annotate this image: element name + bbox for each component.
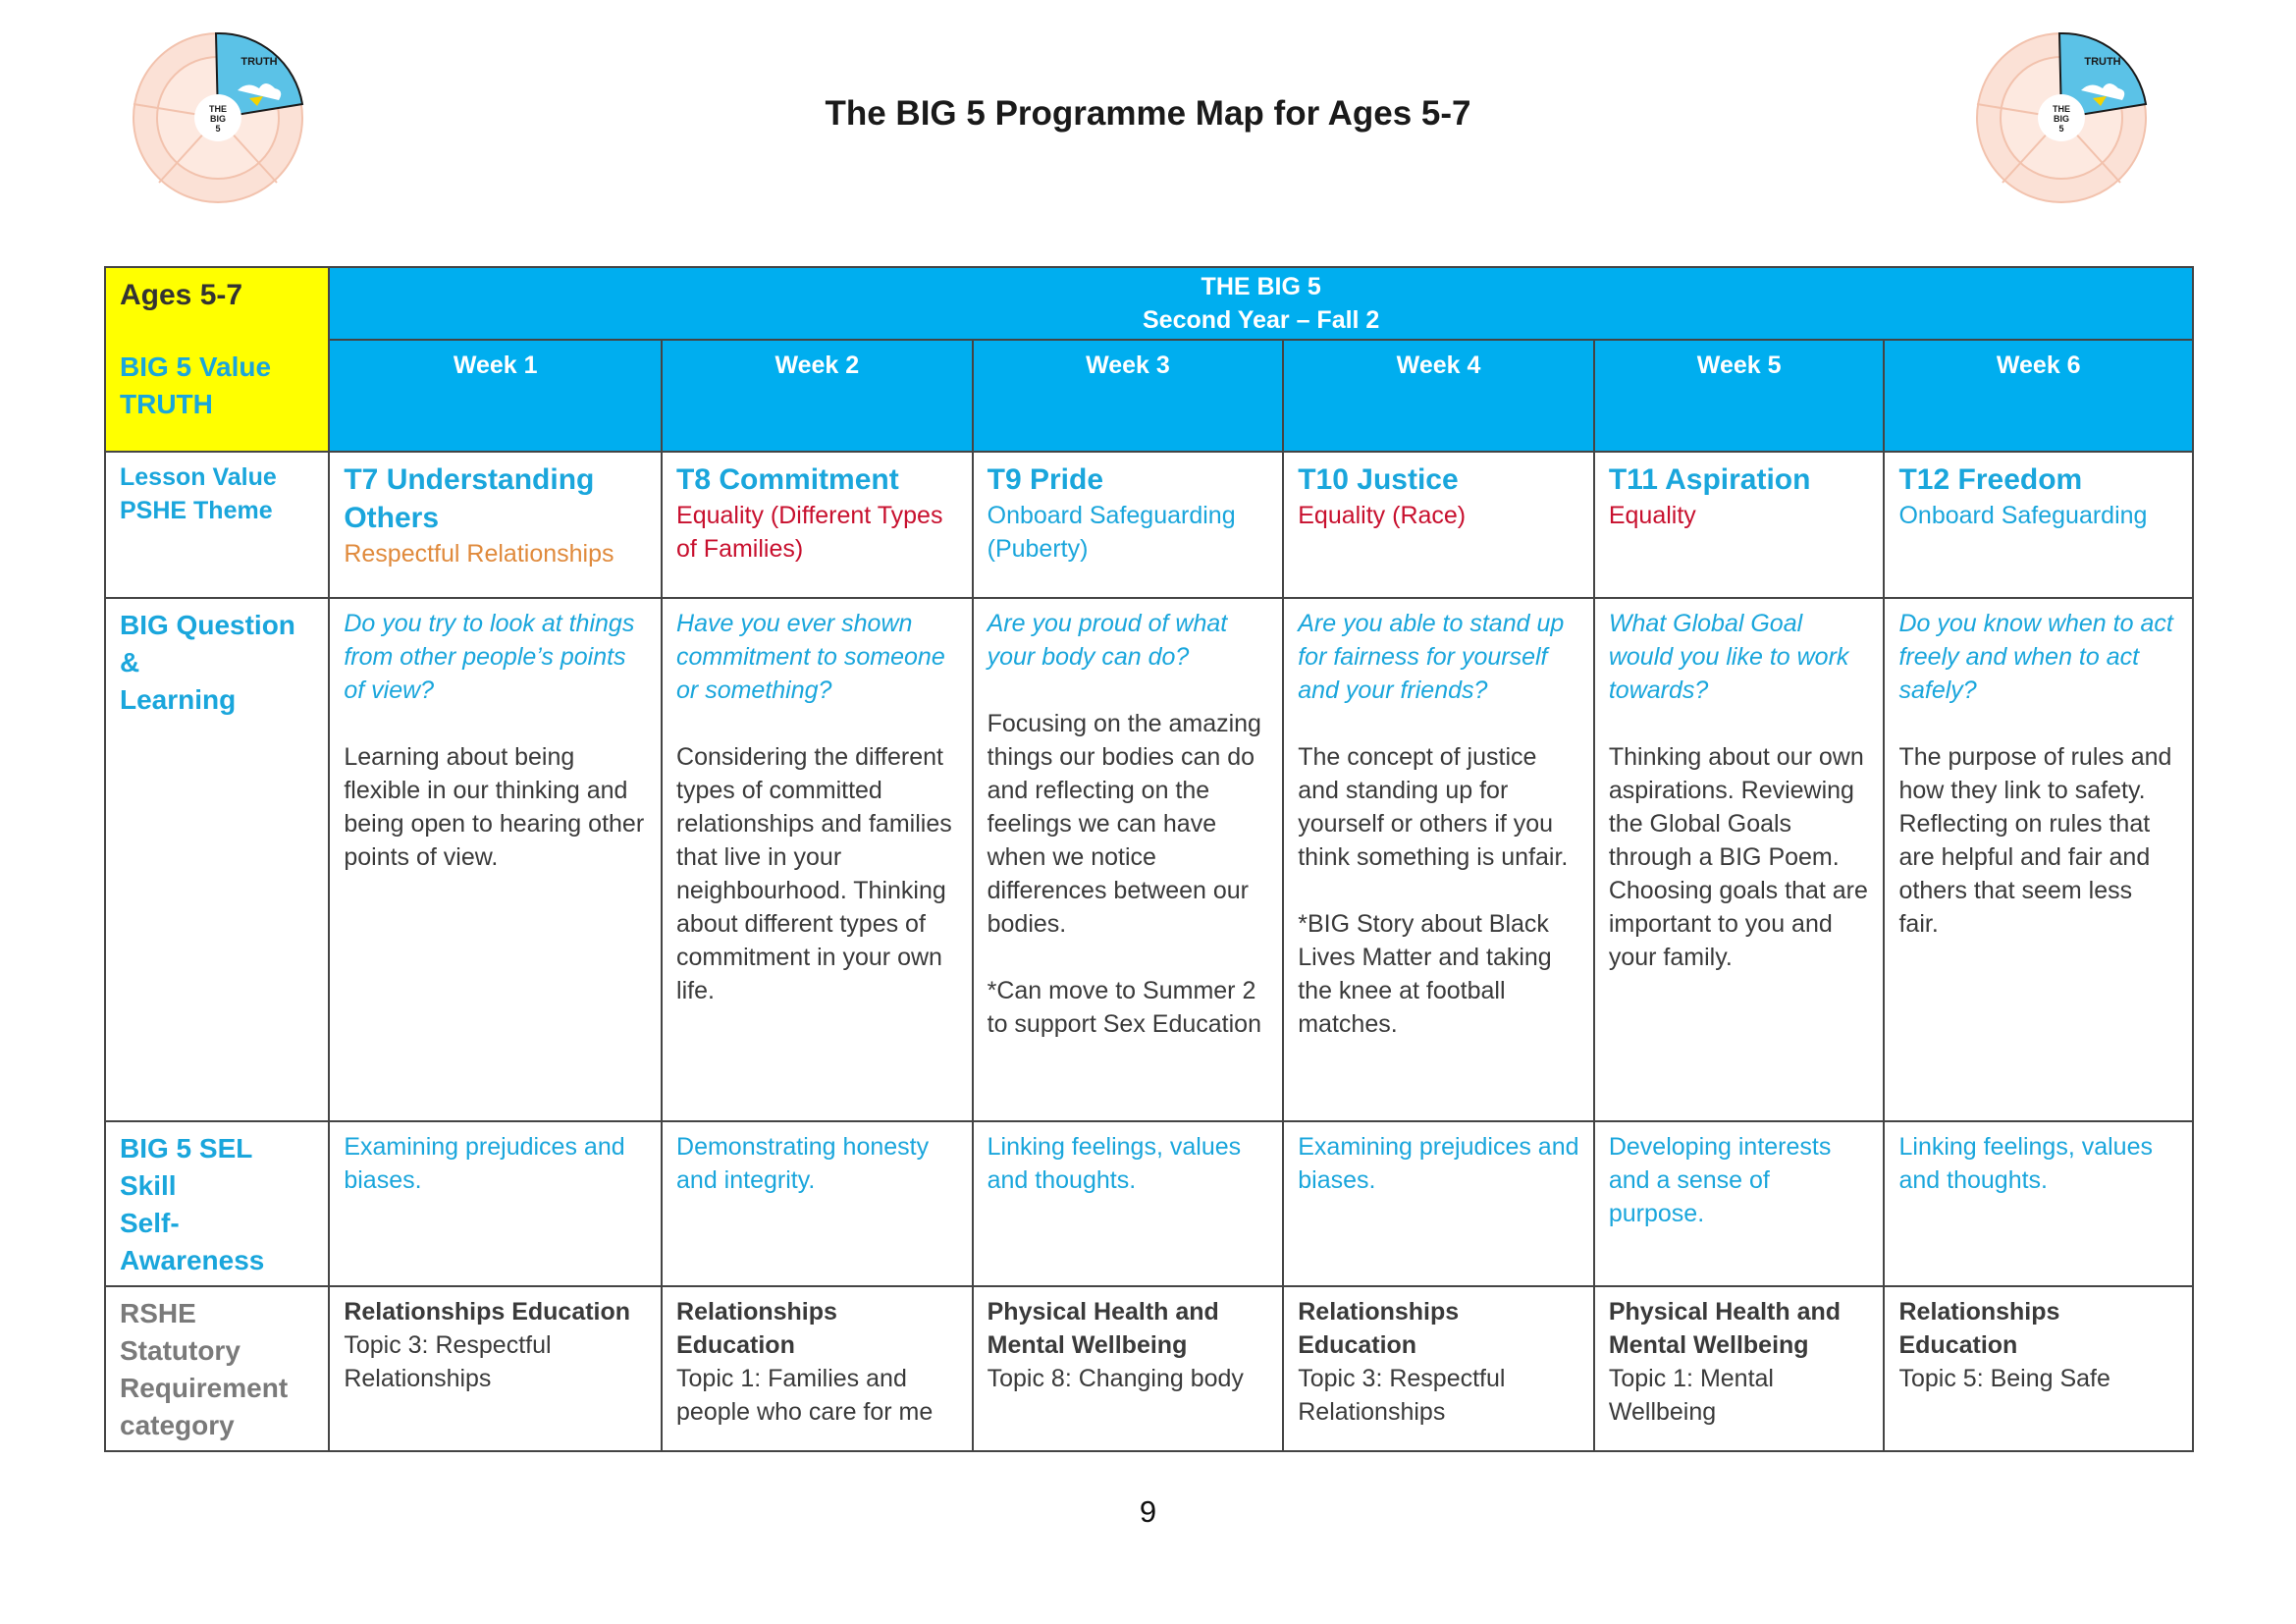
week-header: Week 4 bbox=[1283, 340, 1594, 452]
learning-note: *BIG Story about Black Lives Matter and taking the knee at football matches. bbox=[1298, 910, 1552, 1038]
lesson-cell bbox=[973, 452, 1284, 598]
sel-skill: Linking feelings, values and thoughts. bbox=[987, 1133, 1242, 1194]
lesson-title: T12 Freedom bbox=[1898, 463, 2083, 496]
row-label-line: BIG 5 SEL Skill bbox=[120, 1133, 252, 1201]
question-cell bbox=[1594, 598, 1885, 1121]
lesson-cell bbox=[1283, 452, 1594, 598]
big-question: Do you try to look at things from other people’s points of view? bbox=[344, 610, 635, 704]
skill-cell bbox=[1283, 1121, 1594, 1286]
ages-value-cell bbox=[105, 267, 329, 452]
rshe-cell bbox=[1283, 1286, 1594, 1451]
lesson-cell bbox=[1884, 452, 2193, 598]
banner-title: THE BIG 5 bbox=[1201, 273, 1321, 300]
pshe-theme: Equality (Different Types of Families) bbox=[676, 502, 943, 563]
lesson-row bbox=[105, 452, 2193, 598]
row-label-skill bbox=[105, 1121, 329, 1286]
learning-text: The purpose of rules and how they link to safety. Reflecting on rules that are helpful and fair and others that seem less fair. bbox=[1898, 743, 2172, 938]
sel-skill: Demonstrating honesty and integrity. bbox=[676, 1133, 930, 1194]
rshe-cell bbox=[329, 1286, 662, 1451]
skill-cell bbox=[662, 1121, 973, 1286]
lesson-title: T9 Pride bbox=[987, 463, 1103, 496]
learning-text: The concept of justice and standing up for yourself or others if you think something is unfair. bbox=[1298, 743, 1569, 871]
skill-cell bbox=[329, 1121, 662, 1286]
sel-skill: Examining prejudices and biases. bbox=[344, 1133, 625, 1194]
rshe-topic: Topic 1: Families and people who care for me bbox=[676, 1365, 934, 1426]
big-question: Are you able to stand up for fairness for yourself and your friends? bbox=[1298, 610, 1565, 704]
row-label-line: Lesson Value bbox=[120, 463, 277, 491]
logo-truth-label: TRUTH bbox=[240, 56, 278, 68]
rshe-category: Relationships Education bbox=[1898, 1298, 2060, 1359]
rshe-category: Relationships Education bbox=[676, 1298, 837, 1359]
rshe-category: Relationships Education bbox=[344, 1298, 631, 1326]
rshe-topic: Topic 3: Respectful Relationships bbox=[344, 1331, 552, 1392]
row-label-lesson bbox=[105, 452, 329, 598]
sel-skill: Examining prejudices and biases. bbox=[1298, 1133, 1579, 1194]
question-cell bbox=[1283, 598, 1594, 1121]
banner-subtitle: Second Year – Fall 2 bbox=[1143, 306, 1380, 334]
week-header: Week 1 bbox=[329, 340, 662, 452]
lesson-title: T8 Commitment bbox=[676, 463, 899, 496]
row-label-line: Self-Awareness bbox=[120, 1208, 265, 1275]
big-question: What Global Goal would you like to work towards? bbox=[1608, 610, 1849, 704]
rshe-cell bbox=[1884, 1286, 2193, 1451]
rshe-topic: Topic 1: Mental Wellbeing bbox=[1608, 1365, 1774, 1426]
rshe-category: Physical Health and Mental Wellbeing bbox=[1608, 1298, 1842, 1359]
rshe-cell bbox=[662, 1286, 973, 1451]
skill-cell bbox=[1594, 1121, 1885, 1286]
rshe-topic: Topic 8: Changing body bbox=[987, 1365, 1244, 1392]
pshe-theme: Onboard Safeguarding bbox=[1898, 502, 2148, 529]
logo-truth-label: TRUTH bbox=[2084, 56, 2121, 68]
rshe-topic: Topic 3: Respectful Relationships bbox=[1298, 1365, 1506, 1426]
lesson-title: T10 Justice bbox=[1298, 463, 1459, 496]
question-cell bbox=[329, 598, 662, 1121]
rshe-row bbox=[105, 1286, 2193, 1451]
big-question: Are you proud of what your body can do? bbox=[987, 610, 1228, 671]
question-row bbox=[105, 598, 2193, 1121]
learning-note: *Can move to Summer 2 to support Sex Education bbox=[987, 977, 1261, 1038]
big-question: Have you ever shown commitment to someone or something? bbox=[676, 610, 945, 704]
question-cell bbox=[662, 598, 973, 1121]
programme-banner bbox=[329, 267, 2193, 340]
row-label-rshe bbox=[105, 1286, 329, 1451]
week-header-row bbox=[105, 340, 2193, 452]
header-row bbox=[105, 267, 2193, 340]
row-label-line: BIG Question & bbox=[120, 610, 295, 677]
logo-center-line: THE bbox=[2053, 104, 2070, 114]
skill-cell bbox=[1884, 1121, 2193, 1286]
rshe-cell bbox=[1594, 1286, 1885, 1451]
week-header: Week 5 bbox=[1594, 340, 1885, 452]
logo-center-line: 5 bbox=[215, 124, 221, 134]
lesson-cell bbox=[662, 452, 973, 598]
lesson-title: T7 Understanding Others bbox=[344, 463, 595, 534]
sel-skill: Linking feelings, values and thoughts. bbox=[1898, 1133, 2153, 1194]
question-cell bbox=[973, 598, 1284, 1121]
pshe-theme: Equality (Race) bbox=[1298, 502, 1467, 529]
week-header: Week 2 bbox=[662, 340, 973, 452]
lesson-cell bbox=[329, 452, 662, 598]
pshe-theme: Respectful Relationships bbox=[344, 540, 614, 568]
row-label-question bbox=[105, 598, 329, 1121]
programme-map-table bbox=[104, 266, 2194, 1452]
rshe-cell bbox=[973, 1286, 1284, 1451]
big5-value-name: TRUTH bbox=[120, 389, 213, 419]
rshe-topic: Topic 5: Being Safe bbox=[1898, 1365, 2110, 1392]
ages-label: Ages 5-7 bbox=[120, 279, 243, 311]
logo-center-line: 5 bbox=[2058, 124, 2064, 134]
lesson-title: T11 Aspiration bbox=[1608, 463, 1811, 496]
row-label-line: Learning bbox=[120, 684, 237, 715]
rshe-category: Physical Health and Mental Wellbeing bbox=[987, 1298, 1219, 1359]
page-title: The BIG 5 Programme Map for Ages 5-7 bbox=[825, 94, 1471, 133]
big5-value-label: BIG 5 Value bbox=[120, 352, 272, 382]
pshe-theme: Equality bbox=[1608, 502, 1696, 529]
lesson-cell bbox=[1594, 452, 1885, 598]
logo-center-line: THE bbox=[209, 104, 227, 114]
week-header: Week 3 bbox=[973, 340, 1284, 452]
row-label-line: category bbox=[120, 1410, 235, 1440]
week-header: Week 6 bbox=[1884, 340, 2193, 452]
learning-text: Considering the different types of committed relationships and families that live in your neighbourhood. Thinking about different types of commitment in your own life. bbox=[676, 743, 952, 1004]
logo-center-line: BIG bbox=[209, 114, 227, 124]
page-number: 9 bbox=[1139, 1494, 1157, 1529]
big-question: Do you know when to act freely and when to act safely? bbox=[1898, 610, 2173, 704]
row-label-line: RSHE Statutory bbox=[120, 1298, 240, 1366]
rshe-category: Relationships Education bbox=[1298, 1298, 1460, 1359]
sel-skill-row bbox=[105, 1121, 2193, 1286]
pshe-theme: Onboard Safeguarding (Puberty) bbox=[987, 502, 1236, 563]
learning-text: Learning about being flexible in our thinking and being open to hearing other points of view. bbox=[344, 743, 645, 871]
logo-center-line: BIG bbox=[2053, 114, 2070, 124]
sel-skill: Developing interests and a sense of purpose. bbox=[1608, 1133, 1832, 1227]
question-cell bbox=[1884, 598, 2193, 1121]
row-label-line: Requirement bbox=[120, 1373, 289, 1403]
row-label-line: PSHE Theme bbox=[120, 497, 273, 524]
learning-text: Focusing on the amazing things our bodies can do and reflecting on the feelings we can have when we notice differences between our bodies. bbox=[987, 710, 1261, 938]
skill-cell bbox=[973, 1121, 1284, 1286]
learning-text: Thinking about our own aspirations. Reviewing the Global Goals through a BIG Poem. Choosing goals that are important to you and your family. bbox=[1608, 743, 1868, 971]
